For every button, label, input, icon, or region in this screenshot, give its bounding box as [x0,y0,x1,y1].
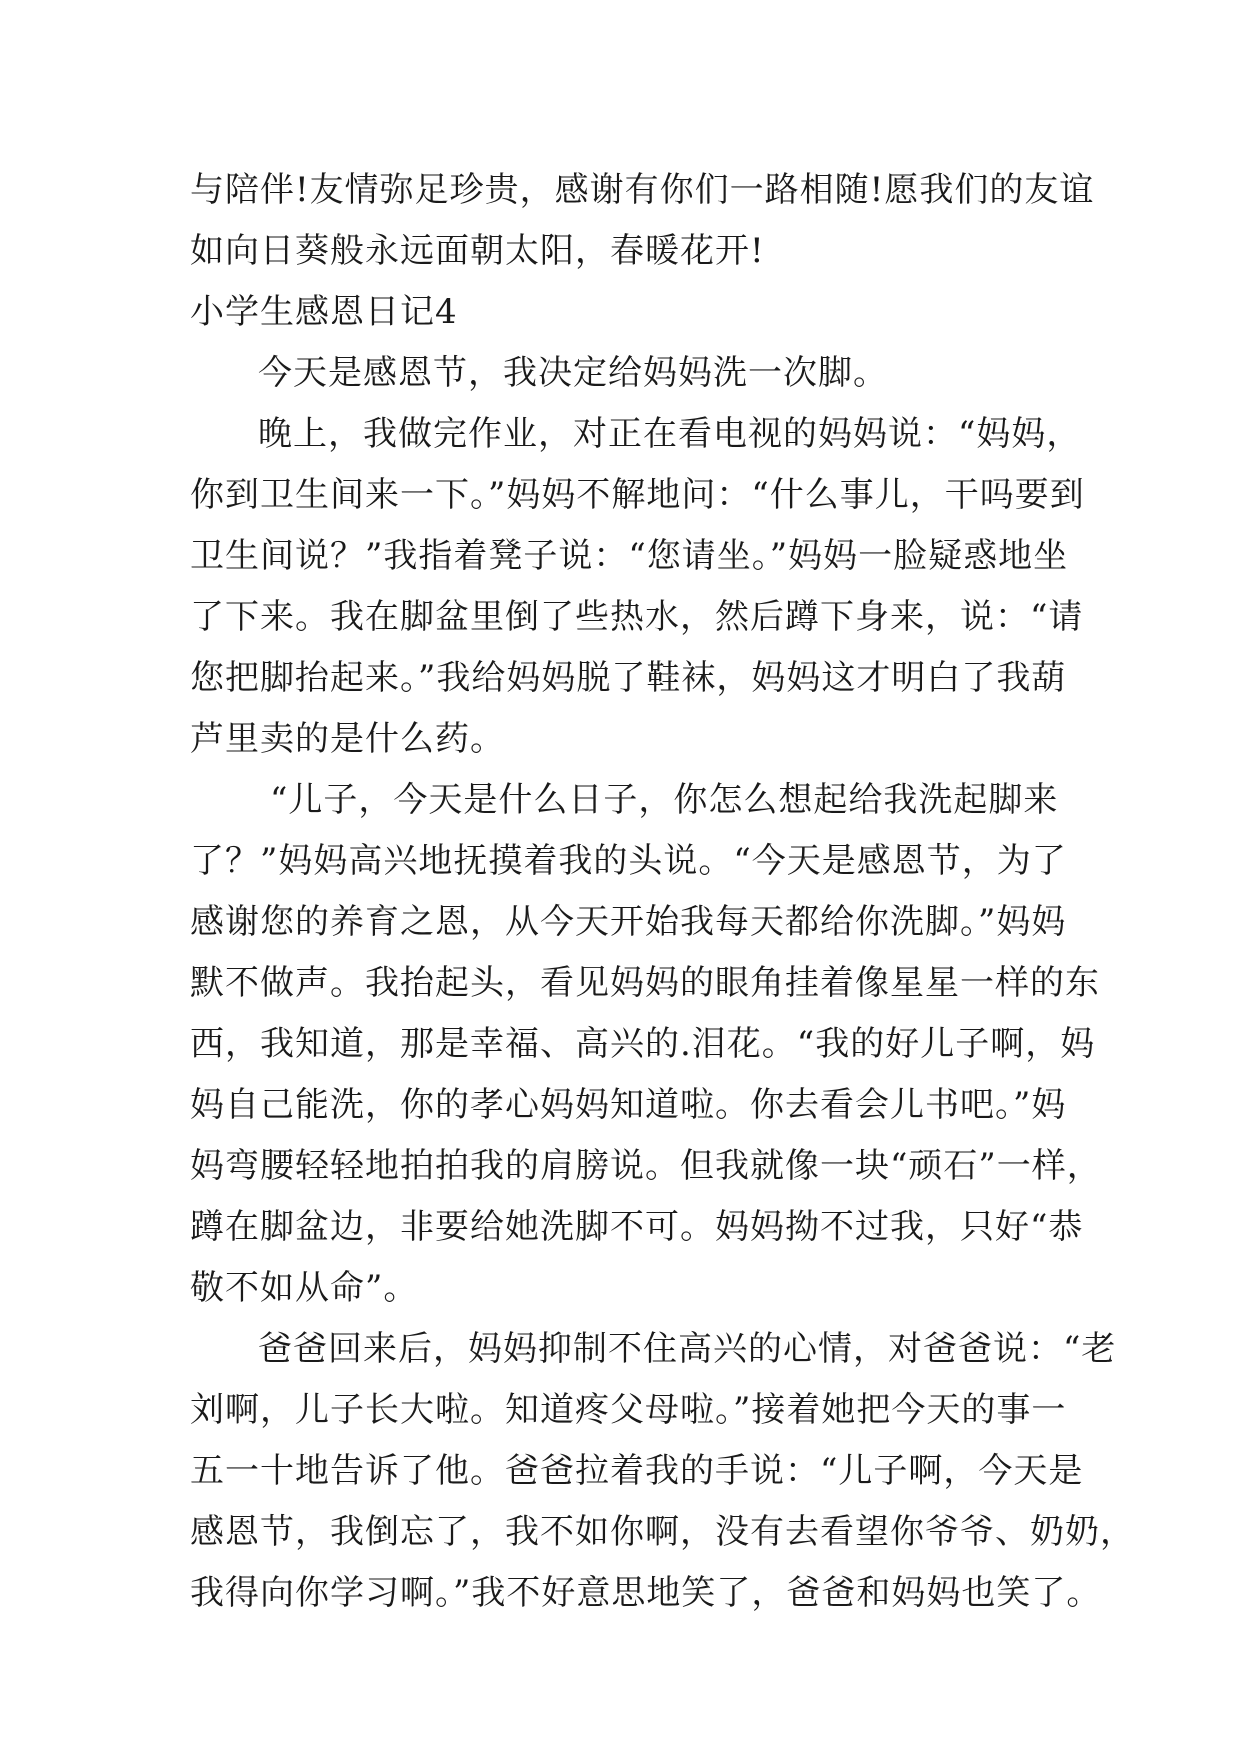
paragraph-4-line-2: 刘啊，儿子长大啦。知道疼父母啦。”接着她把今天的事一 [190,1390,1067,1430]
paragraph-3-line-7: 妈弯腰轻轻地拍拍我的肩膀说。但我就像一块“顽石”一样， [190,1146,1102,1186]
paragraph-3-line-8: 蹲在脚盆边，非要给她洗脚不可。妈妈拗不过我，只好“恭 [190,1207,1084,1247]
paragraph-3-line-5: 西，我知道，那是幸福、高兴的.泪花。“我的好儿子啊，妈 [190,1024,1096,1064]
paragraph-4-line-4: 感恩节，我倒忘了，我不如你啊，没有去看望你爷爷、奶奶， [190,1512,1135,1552]
paragraph-2-line-2: 你到卫生间来一下。”妈妈不解地问：“什么事儿，干吗要到 [190,475,1085,515]
paragraph-2-line-6: 芦里卖的是什么药。 [190,719,505,759]
paragraph-3-line-1: “儿子，今天是什么日子，你怎么想起给我洗起脚来 [270,780,1059,820]
paragraph-1-line-1: 今天是感恩节，我决定给妈妈洗一次脚。 [258,353,888,393]
paragraph-2-line-3: 卫生间说？”我指着凳子说：“您请坐。”妈妈一脸疑惑地坐 [190,536,1069,576]
paragraph-3-line-9: 敬不如从命”。 [190,1268,419,1308]
paragraph-2-line-4: 了下来。我在脚盆里倒了些热水，然后蹲下身来，说：“请 [190,597,1084,637]
paragraph-4-line-3: 五一十地告诉了他。爸爸拉着我的手说：“儿子啊，今天是 [190,1451,1084,1491]
intro-line-1: 与陪伴!友情弥足珍贵，感谢有你们一路相随!愿我们的友谊 [190,170,1095,210]
paragraph-3-line-6: 妈自己能洗，你的孝心妈妈知道啦。你去看会儿书吧。”妈 [190,1085,1067,1125]
paragraph-2-line-1: 晚上，我做完作业，对正在看电视的妈妈说：“妈妈， [258,414,1082,454]
paragraph-4-line-1: 爸爸回来后，妈妈抑制不住高兴的心情，对爸爸说：“老 [258,1329,1117,1369]
paragraph-4-line-5: 我得向你学习啊。”我不好意思地笑了，爸爸和妈妈也笑了。 [190,1573,1102,1613]
section-title: 小学生感恩日记4 [190,292,458,332]
paragraph-3-line-2: 了？”妈妈高兴地抚摸着我的头说。“今天是感恩节，为了 [190,841,1067,881]
intro-line-2: 如向日葵般永远面朝太阳，春暖花开! [190,231,765,271]
paragraph-3-line-3: 感谢您的养育之恩，从今天开始我每天都给你洗脚。”妈妈 [190,902,1067,942]
paragraph-3-line-4: 默不做声。我抬起头，看见妈妈的眼角挂着像星星一样的东 [190,963,1100,1003]
paragraph-2-line-5: 您把脚抬起来。”我给妈妈脱了鞋袜，妈妈这才明白了我葫 [190,658,1067,698]
document-body [190,160,1135,1624]
